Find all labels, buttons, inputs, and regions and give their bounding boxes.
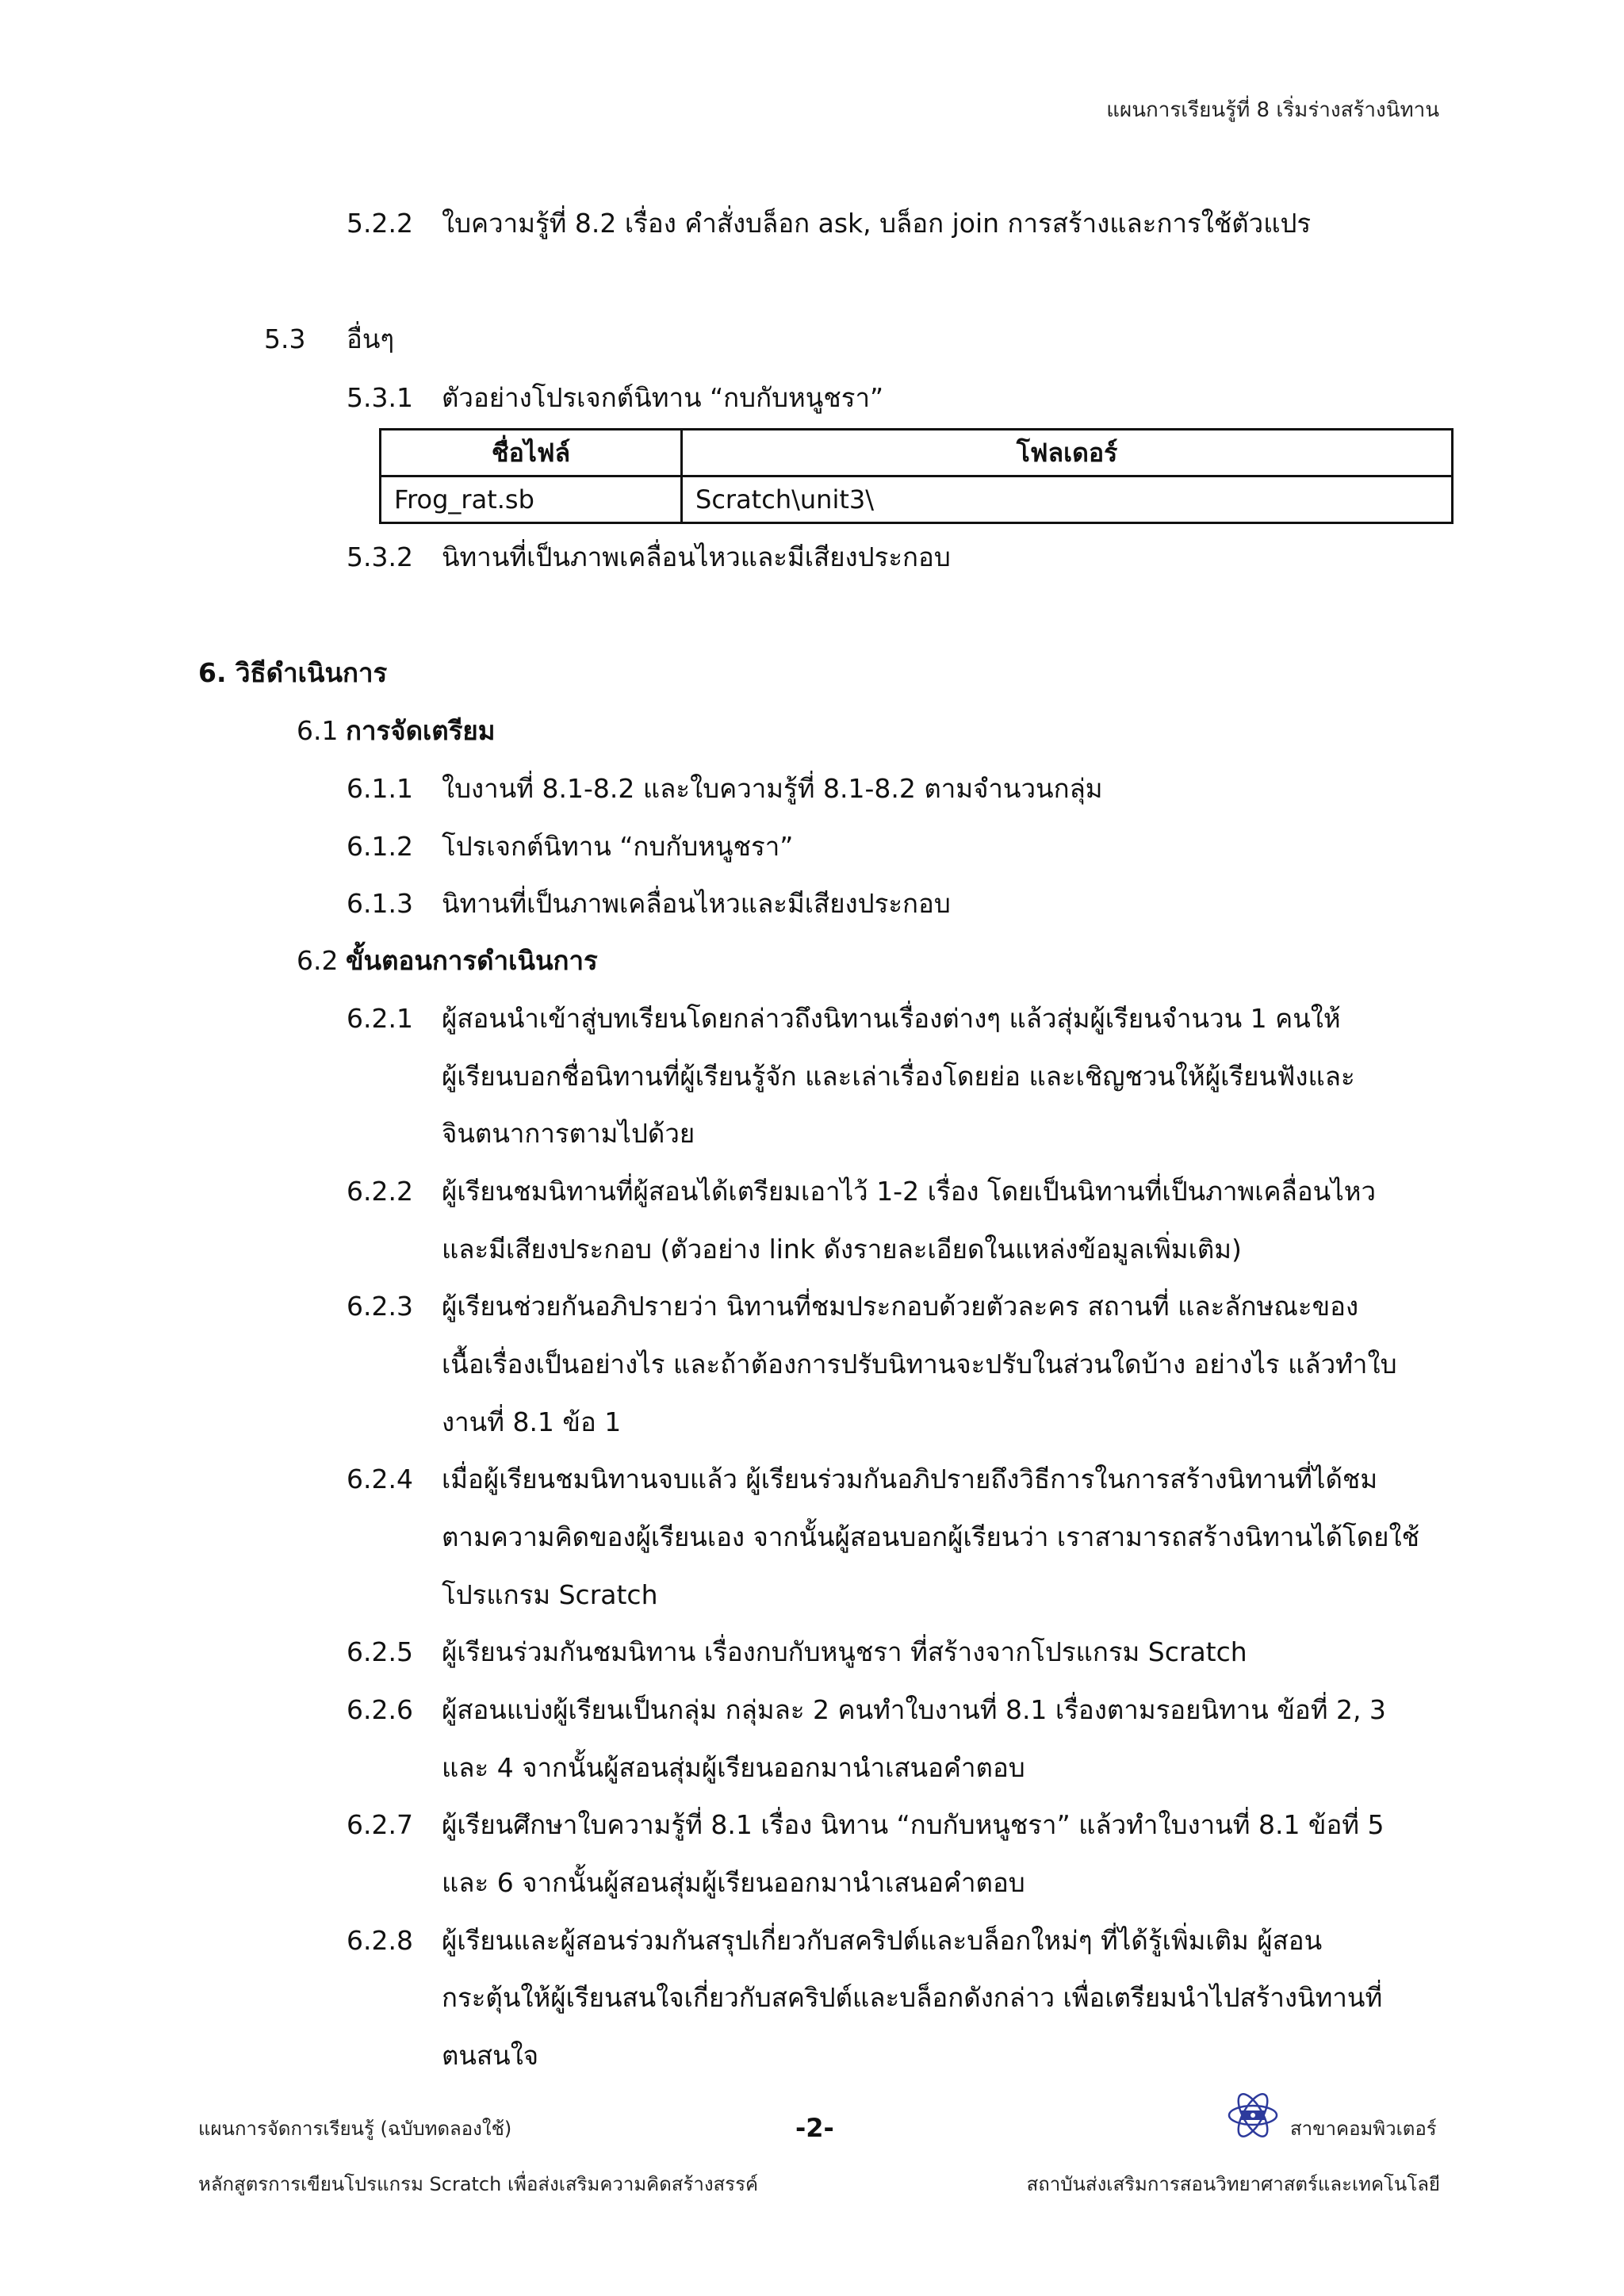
item-line: กระตุ้นให้ผู้เรียนสนใจเกี่ยวกับสคริปต์และบล็อกดังกล่าว เพื่อเตรียมนำไปสร้างนิทานที่ <box>442 1982 1383 2013</box>
item-number: 6.2.8 <box>347 1925 413 1956</box>
item-line: ผู้เรียนร่วมกันชมนิทาน เรื่องกบกับหนูชรา ที่สร้างจากโปรแกรม Scratch <box>442 1636 1247 1667</box>
table-header-filename: ชื่อไฟล์ <box>381 430 682 476</box>
item-number: 6.1.2 <box>347 831 413 862</box>
footer-left-line2: หลักสูตรการเขียนโปรแกรม Scratch เพื่อส่งเสริมความคิดสร้างสรรค์ <box>198 2173 759 2195</box>
footer-left-line1: แผนการจัดการเรียนรู้ (ฉบับทดลองใช้) <box>198 2118 512 2140</box>
item-number: 6.2.2 <box>347 1176 413 1207</box>
subsection-title: การจัดเตรียม <box>346 715 496 746</box>
item-text: ใบความรู้ที่ 8.2 เรื่อง คำสั่งบล็อก ask, บล็อก join การสร้างและการใช้ตัวแปร <box>442 208 1312 239</box>
item-number: 5.3.2 <box>347 541 413 572</box>
table-header-folder: โฟลเดอร์ <box>682 430 1453 476</box>
item-line: ผู้เรียนศึกษาใบความรู้ที่ 8.1 เรื่อง นิทาน “กบกับหนูชรา” แล้วทำใบงานที่ 8.1 ข้อที่ 5 <box>442 1809 1385 1840</box>
file-table <box>379 428 1454 524</box>
item-line: จินตนาการตามไปด้วย <box>442 1118 695 1149</box>
item-number: 6.2.5 <box>347 1636 413 1667</box>
footer-right-line2: สถาบันส่งเสริมการสอนวิทยาศาสตร์และเทคโนโลยี <box>1026 2173 1440 2195</box>
item-line: และมีเสียงประกอบ (ตัวอย่าง link ดังรายละเอียดในแหล่งข้อมูลเพิ่มเติม) <box>442 1234 1242 1265</box>
section-title: อื่นๆ <box>347 323 395 354</box>
footer-right-line1: สาขาคอมพิวเตอร์ <box>1290 2118 1437 2140</box>
item-number: 6.2.4 <box>347 1464 413 1494</box>
item-line: ผู้เรียนชมนิทานที่ผู้สอนได้เตรียมเอาไว้ 1-2 เรื่อง โดยเป็นนิทานที่เป็นภาพเคลื่อนไหว <box>442 1176 1377 1207</box>
subsection-number: 6.1 <box>297 715 339 746</box>
item-line: โปรแกรม Scratch <box>442 1579 658 1610</box>
item-line: และ 4 จากนั้นผู้สอนสุ่มผู้เรียนออกมานำเสนอคำตอบ <box>442 1752 1025 1783</box>
item-line: ตนสนใจ <box>442 2040 539 2071</box>
item-line: งานที่ 8.1 ข้อ 1 <box>442 1406 622 1437</box>
item-line: เนื้อเรื่องเป็นอย่างไร และถ้าต้องการปรับนิทานจะปรับในส่วนใดบ้าง อย่างไร แล้วทำใบ <box>442 1349 1397 1380</box>
item-line: ผู้เรียนบอกชื่อนิทานที่ผู้เรียนรู้จัก และเล่าเรื่องโดยย่อ และเชิญชวนให้ผู้เรียนฟังและ <box>442 1061 1355 1092</box>
item-number: 6.2.3 <box>347 1291 413 1322</box>
item-number: 5.3.1 <box>347 382 413 413</box>
item-number: 6.2.7 <box>347 1809 413 1840</box>
item-text: ใบงานที่ 8.1-8.2 และใบความรู้ที่ 8.1-8.2 ตามจำนวนกลุ่ม <box>442 773 1103 804</box>
item-line: เมื่อผู้เรียนชมนิทานจบแล้ว ผู้เรียนร่วมกันอภิปรายถึงวิธีการในการสร้างนิทานที่ได้ชม <box>442 1464 1378 1494</box>
ipst-logo-icon <box>1225 2093 1281 2137</box>
page-header: แผนการเรียนรู้ที่ 8 เริ่มร่างสร้างนิทาน <box>1106 98 1439 122</box>
item-text: นิทานที่เป็นภาพเคลื่อนไหวและมีเสียงประกอบ <box>442 888 951 919</box>
item-number: 6.1.1 <box>347 773 413 804</box>
item-text: นิทานที่เป็นภาพเคลื่อนไหวและมีเสียงประกอบ <box>442 541 951 572</box>
subsection-title: ขั้นตอนการดำเนินการ <box>346 945 598 976</box>
item-text: โปรเจกต์นิทาน “กบกับหนูชรา” <box>442 831 794 862</box>
item-line: ผู้สอนแบ่งผู้เรียนเป็นกลุ่ม กลุ่มละ 2 คนทำใบงานที่ 8.1 เรื่องตามรอยนิทาน ข้อที่ 2, 3 <box>442 1694 1386 1725</box>
item-number: 5.2.2 <box>347 208 413 239</box>
section-number: 5.3 <box>264 323 306 354</box>
item-line: และ 6 จากนั้นผู้สอนสุ่มผู้เรียนออกมานำเสนอคำตอบ <box>442 1867 1025 1898</box>
subsection-number: 6.2 <box>297 945 339 976</box>
page-number: -2- <box>795 2113 834 2143</box>
item-line: ผู้เรียนช่วยกันอภิปรายว่า นิทานที่ชมประกอบด้วยตัวละคร สถานที่ และลักษณะของ <box>442 1291 1359 1322</box>
item-number: 6.2.6 <box>347 1694 413 1725</box>
section-heading: 6. วิธีดำเนินการ <box>198 657 388 688</box>
item-line: ตามความคิดของผู้เรียนเอง จากนั้นผู้สอนบอกผู้เรียนว่า เราสามารถสร้างนิทานได้โดยใช้ <box>442 1521 1420 1552</box>
item-text: ตัวอย่างโปรเจกต์นิทาน “กบกับหนูชรา” <box>442 382 884 413</box>
table-cell-filename: Frog_rat.sb <box>381 476 682 523</box>
table-cell-folder: Scratch\unit3\ <box>682 476 1453 523</box>
table-header-row <box>381 430 1453 476</box>
table-row <box>381 476 1453 523</box>
item-line: ผู้เรียนและผู้สอนร่วมกันสรุปเกี่ยวกับสคริปต์และบล็อกใหม่ๆ ที่ได้รู้เพิ่มเติม ผู้สอน <box>442 1925 1323 1956</box>
item-line: ผู้สอนนำเข้าสู่บทเรียนโดยกล่าวถึงนิทานเรื่องต่างๆ แล้วสุ่มผู้เรียนจำนวน 1 คนให้ <box>442 1003 1341 1034</box>
item-number: 6.1.3 <box>347 888 413 919</box>
item-number: 6.2.1 <box>347 1003 413 1034</box>
